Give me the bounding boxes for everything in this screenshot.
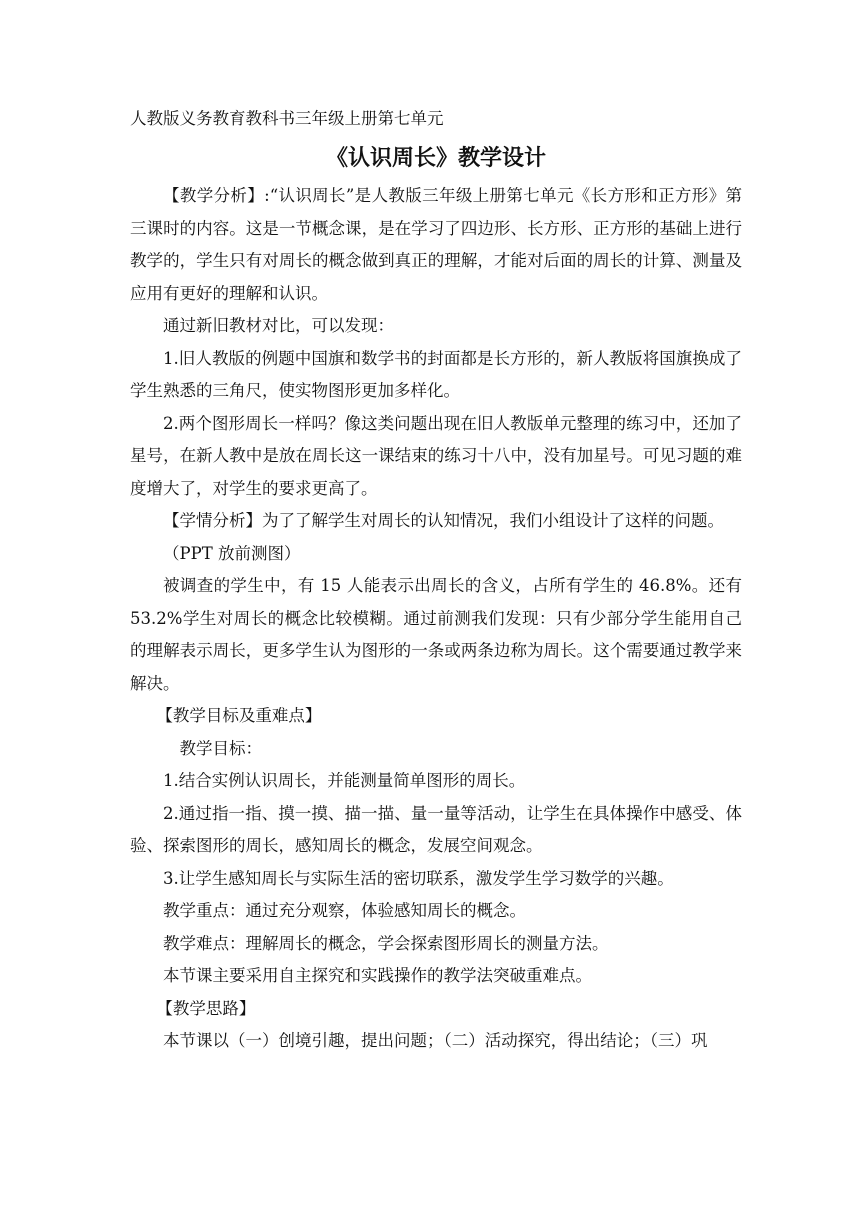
- paragraph-approach: 本节课以（一）创境引趣，提出问题；（二）活动探究，得出结论；（三）巩: [163, 1031, 708, 1050]
- paragraph-comparison-1: 1.旧人教版的例题中国旗和数学书的封面都是长方形的，新人教版将国旗换成了学生熟悉的三角尺，使实物图形更加多样化。: [130, 348, 742, 400]
- paragraph-method: 本节课主要采用自主探究和实践操作的教学法突破重难点。: [163, 966, 592, 985]
- paragraph-teaching-analysis: 【教学分析】:“认识周长”是人教版三年级上册第七单元《长方形和正方形》第三课时的内容。这是一节概念课，是在学习了四边形、长方形、正方形的基础上进行教学的，学生只有对周长的概念做到真正的理解，才能对后面的周长的计算、测量及应用有更好的理解和认识。: [130, 186, 742, 303]
- document-header: 人教版义务教育教科书三年级上册第七单元: [130, 109, 444, 128]
- paragraph-goal-3: 3.让学生感知周长与实际生活的密切联系，激发学生学习数学的兴趣。: [163, 868, 674, 888]
- document-body: [130, 102, 742, 1058]
- paragraph-ppt-note: （PPT 放前测图）: [163, 543, 301, 563]
- document-title: 《认识周长》教学设计: [325, 145, 546, 171]
- paragraph-key-point: 教学重点：通过充分观察，体验感知周长的概念。: [163, 901, 526, 920]
- paragraph-goal-2: 2.通过指一指、摸一摸、描一描、量一量等活动，让学生在具体操作中感受、体验、探索图形的周长，感知周长的概念，发展空间观念。: [130, 803, 742, 855]
- paragraph-student-analysis: 【学情分析】为了了解学生对周长的认知情况，我们小组设计了这样的问题。: [163, 511, 724, 530]
- section-heading-goals: 【教学目标及重难点】: [156, 706, 322, 725]
- paragraph-comparison-intro: 通过新旧教材对比，可以发现：: [163, 316, 394, 335]
- paragraph-difficulty: 教学难点：理解周长的概念，学会探索图形周长的测量方法。: [163, 933, 609, 953]
- section-heading-approach: 【教学思路】: [156, 998, 256, 1018]
- paragraph-goal-1: 1.结合实例认识周长，并能测量简单图形的周长。: [163, 771, 526, 790]
- paragraph-goals-label: 教学目标：: [179, 738, 262, 758]
- paragraph-comparison-2: 2.两个图形周长一样吗？像这类问题出现在旧人教版单元整理的练习中，还加了星号，在新人教中是放在周长这一课结束的练习十八中，没有加星号。可见习题的难度增大了，对学生的要求更高了。: [130, 413, 742, 498]
- paragraph-survey-result: 被调查的学生中，有 15 人能表示出周长的含义，占所有学生的 46.8%。还有 53.2%学生对周长的概念比较模糊。通过前测我们发现：只有少部分学生能用自己的理解表示周长，更多学生认为图形的一条或两条边称为周长。这个需要通过教学来解决。: [130, 576, 742, 693]
